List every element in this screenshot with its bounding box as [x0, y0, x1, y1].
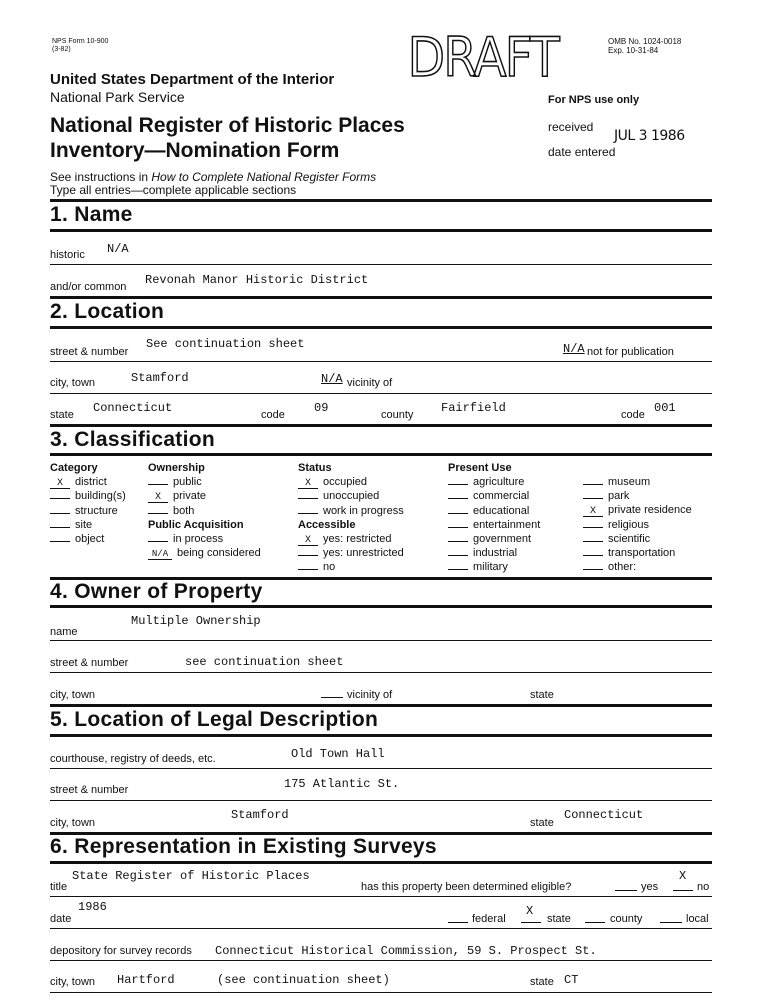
field-line	[50, 361, 712, 362]
instructions-line2: Type all entries—complete applicable sections	[50, 183, 297, 197]
agency-service: National Park Service	[50, 89, 185, 105]
checkbox-row[interactable]	[50, 518, 126, 532]
check-mark[interactable]	[583, 560, 603, 570]
depository-value: Connecticut Historical Commission, 59 S. Prospect St.	[215, 944, 597, 958]
checkbox-row[interactable]	[298, 489, 404, 503]
owner-state-label: state	[530, 689, 554, 701]
checkbox-row[interactable]	[583, 532, 692, 546]
checkbox-row[interactable]	[583, 489, 692, 503]
owner-vicinity-label: vicinity of	[347, 689, 393, 701]
form-title-line2: Inventory—Nomination Form	[50, 139, 340, 162]
status-column	[298, 461, 404, 575]
no-label: no	[697, 881, 710, 893]
check-mark[interactable]	[298, 560, 318, 570]
section-rule	[50, 229, 712, 232]
no-mark[interactable]: X	[679, 869, 687, 883]
checkbox-row[interactable]	[583, 560, 692, 574]
check-mark[interactable]	[50, 504, 70, 514]
option-label: educational	[473, 504, 530, 517]
legal-city-label: city, town	[50, 817, 96, 829]
present-use-column	[448, 461, 540, 575]
omb-number: OMB No. 1024-0018	[608, 37, 682, 46]
form-revision: (3-82)	[52, 46, 71, 53]
received-date: JUL 3 1986	[614, 128, 685, 144]
checkbox-row[interactable]	[298, 475, 404, 489]
section-1-heading: 1. Name	[50, 203, 133, 226]
field-line	[50, 800, 712, 801]
vicinity-value: N/A	[321, 372, 343, 386]
section-rule	[50, 424, 712, 427]
instructions-line1: See instructions in How to Complete National Register Forms	[50, 170, 377, 184]
option-label: district	[75, 476, 107, 489]
option-label: commercial	[473, 490, 530, 503]
check-mark[interactable]	[448, 504, 468, 514]
survey-county-label: county	[610, 913, 643, 925]
survey-title-label: title	[50, 881, 68, 893]
option-label: unoccupied	[323, 490, 380, 503]
check-mark[interactable]	[583, 489, 603, 499]
section-rule	[50, 296, 712, 299]
state-blank[interactable]	[521, 922, 541, 923]
checkbox-row[interactable]	[148, 489, 261, 503]
checkbox-row[interactable]	[50, 504, 126, 518]
checkbox-row[interactable]	[50, 475, 126, 489]
checkbox-row[interactable]	[148, 546, 261, 560]
check-mark[interactable]	[298, 546, 318, 556]
ownership-column	[148, 461, 261, 560]
check-mark[interactable]	[50, 489, 70, 499]
option-label: private	[173, 490, 207, 503]
owner-street-value: see continuation sheet	[185, 655, 344, 669]
county-label: county	[381, 409, 414, 421]
department: United States Department of the Interior	[50, 71, 335, 88]
option-label: agriculture	[473, 476, 525, 489]
option-label: religious	[608, 518, 649, 531]
check-mark[interactable]: X	[298, 536, 318, 546]
historic-label: historic	[50, 249, 85, 261]
checkbox-row[interactable]	[298, 504, 404, 518]
owner-name-label: name	[50, 626, 78, 638]
state-mark[interactable]: X	[526, 904, 534, 918]
section-rule	[50, 453, 712, 456]
legal-state-label: state	[530, 817, 554, 829]
section-rule	[50, 704, 712, 707]
accessible-header: Accessible	[298, 518, 356, 531]
check-mark[interactable]: X	[50, 479, 70, 489]
draft-stamp	[407, 26, 558, 90]
option-label: public	[173, 476, 202, 489]
check-mark[interactable]	[448, 532, 468, 542]
field-line	[50, 992, 712, 993]
ownership-header: Ownership	[148, 462, 205, 474]
state-value: Connecticut	[93, 401, 173, 415]
check-mark[interactable]	[448, 489, 468, 499]
check-mark[interactable]: X	[298, 479, 318, 489]
option-label: site	[75, 518, 93, 531]
check-mark[interactable]	[298, 489, 318, 499]
check-mark[interactable]	[148, 475, 168, 485]
county-blank[interactable]	[585, 922, 605, 923]
category-column	[50, 461, 126, 546]
section-rule	[50, 326, 712, 329]
section-rule	[50, 861, 712, 864]
checkbox-row[interactable]	[448, 475, 540, 489]
check-mark[interactable]	[298, 504, 318, 514]
legal-city-value: Stamford	[231, 808, 289, 822]
section-5-heading: 5. Location of Legal Description	[50, 708, 379, 731]
county-value: Fairfield	[441, 401, 506, 415]
check-mark[interactable]	[448, 518, 468, 528]
checkbox-row[interactable]	[583, 503, 692, 517]
checkbox-row[interactable]	[583, 518, 692, 532]
owner-street-label: street & number	[50, 657, 129, 669]
depository-label: depository for survey records	[50, 945, 192, 957]
check-mark[interactable]: X	[583, 507, 603, 517]
status-header: Status	[298, 462, 332, 474]
option-label: entertainment	[473, 518, 541, 531]
checkbox-row[interactable]	[583, 546, 692, 560]
state-code-value: 09	[314, 401, 329, 415]
checkbox-row[interactable]	[148, 504, 261, 518]
legal-street-value: 175 Atlantic St.	[284, 777, 400, 791]
street-value: See continuation sheet	[146, 337, 305, 351]
check-mark[interactable]	[583, 518, 603, 528]
city-value: Stamford	[131, 371, 189, 385]
option-label: building(s)	[75, 490, 126, 503]
expiration: Exp. 10-31-84	[608, 46, 659, 55]
field-line	[50, 672, 712, 673]
checkbox-row[interactable]	[448, 546, 540, 560]
field-line	[50, 768, 712, 769]
survey-date-value: 1986	[78, 900, 107, 914]
checkbox-row[interactable]	[298, 546, 404, 560]
received-label: received	[548, 120, 594, 134]
checkbox-row[interactable]	[298, 560, 404, 574]
category-header: Category	[50, 462, 98, 474]
section-3-heading: 3. Classification	[50, 428, 215, 451]
vicinity-label: vicinity of	[347, 377, 393, 389]
option-label: yes: restricted	[323, 533, 392, 546]
owner-city-label: city, town	[50, 689, 96, 701]
state-label: state	[50, 409, 74, 421]
present-use-header: Present Use	[448, 462, 512, 474]
form-title-line1: National Register of Historic Places	[50, 114, 405, 137]
section-rule	[50, 605, 712, 608]
field-line	[50, 960, 712, 961]
option-label: private residence	[608, 504, 692, 517]
check-mark[interactable]	[50, 532, 70, 542]
check-mark[interactable]	[148, 504, 168, 514]
legal-street-label: street & number	[50, 784, 129, 796]
field-line	[50, 928, 712, 929]
section-6-heading: 6. Representation in Existing Surveys	[50, 835, 437, 858]
historic-value: N/A	[107, 242, 129, 256]
checkbox-row[interactable]	[50, 489, 126, 503]
survey-state-label: state	[547, 913, 571, 925]
option-label: in process	[173, 533, 224, 546]
checkbox-row[interactable]	[148, 532, 261, 546]
option-label: scientific	[608, 532, 651, 545]
public-acquisition-header: Public Acquisition	[148, 518, 244, 531]
section-2-heading: 2. Location	[50, 300, 165, 323]
check-mark[interactable]	[583, 475, 603, 485]
field-line	[50, 393, 712, 394]
owner-name-value: Multiple Ownership	[131, 614, 261, 628]
survey-city-label: city, town	[50, 976, 96, 988]
form-number: NPS Form 10-900	[52, 38, 109, 45]
checkbox-row[interactable]	[583, 475, 692, 489]
vicinity-blank[interactable]	[321, 697, 343, 698]
checkbox-row[interactable]	[448, 532, 540, 546]
survey-title-value: State Register of Historic Places	[72, 869, 310, 883]
option-label: industrial	[473, 547, 518, 560]
checkbox-row[interactable]	[448, 560, 540, 574]
survey-city-value: Hartford	[117, 973, 175, 987]
not-for-publication-value: N/A	[563, 342, 585, 356]
option-label: other:	[608, 561, 637, 574]
present-use-column-2	[583, 475, 692, 574]
option-label: museum	[608, 476, 651, 488]
federal-label: federal	[472, 913, 506, 925]
not-for-publication-label: not for publication	[587, 346, 674, 358]
common-name-value: Revonah Manor Historic District	[145, 273, 369, 287]
option-label: park	[608, 490, 630, 503]
checkbox-row[interactable]	[448, 518, 540, 532]
section-rule	[50, 199, 712, 202]
check-mark[interactable]	[583, 532, 603, 542]
yes-label: yes	[641, 881, 659, 893]
courthouse-value: Old Town Hall	[291, 747, 385, 761]
nps-use-only: For NPS use only	[548, 94, 640, 106]
option-label: government	[473, 533, 532, 546]
county-code-label: code	[621, 409, 645, 421]
common-name-label: and/or common	[50, 281, 127, 293]
option-label: work in progress	[323, 504, 404, 517]
check-mark[interactable]: X	[148, 493, 168, 503]
check-mark[interactable]	[448, 560, 468, 570]
option-label: being considered	[177, 547, 261, 560]
option-label: both	[173, 504, 195, 517]
check-mark[interactable]	[148, 532, 168, 542]
survey-state-value: CT	[564, 973, 579, 987]
legal-state-value: Connecticut	[564, 808, 644, 822]
no-blank[interactable]	[673, 890, 693, 891]
option-label: military	[473, 561, 508, 574]
yes-blank[interactable]	[615, 890, 637, 891]
checkbox-row[interactable]	[298, 532, 404, 546]
state-code-label: code	[261, 409, 285, 421]
option-label: yes: unrestricted	[323, 547, 404, 560]
survey-state-label-2: state	[530, 976, 554, 988]
check-mark[interactable]	[448, 475, 468, 485]
county-code-value: 001	[654, 401, 676, 415]
option-label: structure	[75, 504, 118, 517]
section-4-heading: 4. Owner of Property	[50, 580, 263, 603]
option-label: occupied	[323, 476, 368, 489]
checkbox-row[interactable]	[148, 475, 261, 489]
option-label: no	[323, 561, 336, 574]
survey-local-label: local	[686, 913, 709, 925]
checkbox-row[interactable]	[50, 532, 126, 546]
field-line	[50, 896, 712, 897]
check-mark[interactable]	[448, 546, 468, 556]
check-mark[interactable]	[583, 546, 603, 556]
city-label: city, town	[50, 377, 96, 389]
date-entered-label: date entered	[548, 145, 616, 159]
check-mark[interactable]: N/A	[148, 550, 172, 560]
field-line	[50, 640, 712, 641]
check-mark[interactable]	[50, 518, 70, 528]
federal-blank[interactable]	[448, 922, 468, 923]
street-label: street & number	[50, 346, 129, 358]
checkbox-row[interactable]	[448, 504, 540, 518]
local-blank[interactable]	[660, 922, 682, 923]
option-label: object	[75, 533, 105, 546]
svg-text:DRAFT: DRAFT	[407, 26, 558, 90]
field-line	[50, 264, 712, 265]
survey-date-label: date	[50, 913, 72, 925]
eligible-question: has this property been determined eligible?	[361, 881, 572, 893]
courthouse-label: courthouse, registry of deeds, etc.	[50, 753, 216, 765]
section-rule	[50, 734, 712, 737]
checkbox-row[interactable]	[448, 489, 540, 503]
option-label: transportation	[608, 547, 676, 560]
survey-city-note: (see continuation sheet)	[217, 973, 390, 987]
